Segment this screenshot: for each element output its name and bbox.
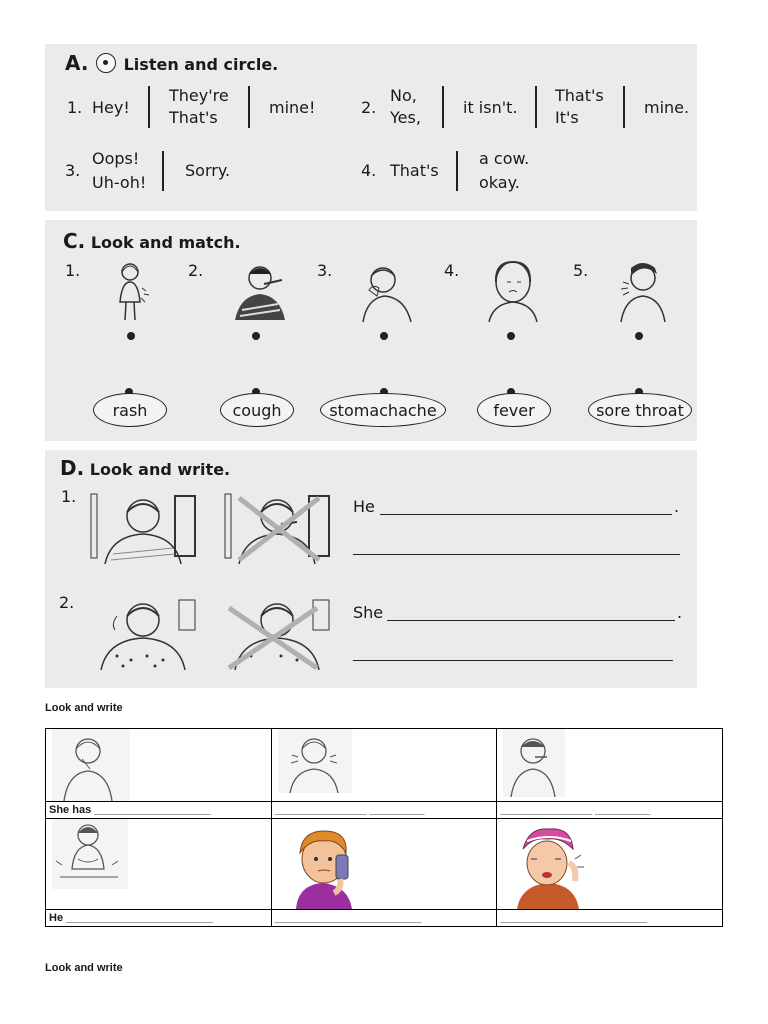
item-number: 2. <box>361 98 377 117</box>
divider <box>456 151 458 191</box>
word-oval-rash[interactable]: rash <box>93 393 167 427</box>
match-dot[interactable] <box>507 332 515 340</box>
match-dot[interactable] <box>380 332 388 340</box>
section-letter: A. <box>65 51 89 75</box>
boy-not-sick-crossed-picture <box>221 488 333 564</box>
phrase: mine! <box>269 98 316 117</box>
section-d-look-and-write <box>45 450 697 688</box>
section-a-header <box>65 51 278 75</box>
choice-option[interactable]: It's <box>555 108 579 127</box>
section-title: Look and match. <box>90 233 241 252</box>
choice-option[interactable]: Uh-oh! <box>92 173 147 192</box>
phrase: it isn't. <box>463 98 518 117</box>
item-number: 4. <box>444 261 460 280</box>
boy-sick-picture <box>87 488 199 564</box>
image-cell <box>497 819 723 910</box>
item-number: 1. <box>65 261 81 280</box>
section-letter: D. <box>60 456 85 480</box>
divider <box>623 86 625 128</box>
choice-option[interactable]: That's <box>169 108 218 127</box>
match-dot[interactable] <box>635 332 643 340</box>
woman-sore-throat-picture <box>278 729 352 793</box>
answer-cell[interactable]: ________________________ <box>497 910 723 927</box>
sentence-end: . <box>674 497 680 516</box>
item-number: 2. <box>188 261 204 280</box>
boy-cough-illustration <box>355 260 419 324</box>
item-number: 3. <box>65 161 81 180</box>
image-cell <box>271 819 497 910</box>
girl-sore-throat-illustration <box>615 260 671 324</box>
write-line[interactable] <box>387 620 675 621</box>
choice-option[interactable]: No, <box>390 86 417 105</box>
section-c-look-and-match <box>45 220 697 441</box>
choice-option[interactable]: Oops! <box>92 149 140 168</box>
write-line[interactable] <box>380 514 672 515</box>
divider <box>535 86 537 128</box>
sentence-subject: He <box>353 497 375 516</box>
divider <box>162 151 164 191</box>
image-cell <box>46 819 272 910</box>
cd-audio-icon <box>96 53 116 73</box>
choice-option[interactable]: That's <box>555 86 604 105</box>
image-cell <box>46 729 272 802</box>
answer-cell[interactable]: ________________________ <box>271 910 497 927</box>
section-a-listen-and-circle <box>45 44 697 211</box>
phrase: That's <box>390 161 439 180</box>
phrase: Hey! <box>92 98 130 117</box>
girl-sick-picture <box>87 594 199 670</box>
divider <box>248 86 250 128</box>
section-title: Look and write. <box>89 460 231 479</box>
boy-stomachache-picture <box>52 819 128 889</box>
item-number: 5. <box>573 261 589 280</box>
write-line[interactable] <box>353 660 673 661</box>
item-number: 2. <box>59 593 75 612</box>
boy-fever-illustration <box>230 260 294 324</box>
word-oval-stomachache[interactable]: stomachache <box>320 393 446 427</box>
worksheet-table <box>45 728 723 927</box>
woman-cough-picture <box>52 729 130 801</box>
boy-fever-picture <box>503 729 565 797</box>
girl-not-sick-crossed-picture <box>221 594 333 670</box>
answer-cell[interactable]: He ________________________ <box>46 910 272 927</box>
word-oval-sore-throat[interactable]: sore throat <box>588 393 692 427</box>
section-d-header <box>60 456 230 480</box>
phrase: mine. <box>644 98 690 117</box>
answer-cell[interactable]: She has ___________________ <box>46 802 272 819</box>
section-letter: C. <box>63 229 86 253</box>
word-oval-fever[interactable]: fever <box>477 393 551 427</box>
word-oval-cough[interactable]: cough <box>220 393 294 427</box>
choice-option[interactable]: a cow. <box>479 149 530 168</box>
choice-option[interactable]: They're <box>169 86 229 105</box>
answer-cell[interactable]: _______________ _________ <box>271 802 497 819</box>
match-dot[interactable] <box>252 332 260 340</box>
image-cell <box>497 729 723 802</box>
boy-earache-color-picture <box>286 823 360 909</box>
match-dot[interactable] <box>127 332 135 340</box>
item-number: 1. <box>67 98 83 117</box>
phrase: Sorry. <box>185 161 231 180</box>
section-title: Listen and circle. <box>123 55 279 74</box>
girl-rash-illustration <box>110 260 154 324</box>
choice-option[interactable]: Yes, <box>390 108 421 127</box>
sentence-end: . <box>677 603 683 622</box>
girl-stomachache-illustration <box>483 258 543 324</box>
item-number: 1. <box>61 487 77 506</box>
divider <box>148 86 150 128</box>
item-number: 3. <box>317 261 333 280</box>
write-line[interactable] <box>353 554 680 555</box>
item-number: 4. <box>361 161 377 180</box>
answer-cell[interactable]: _______________ _________ <box>497 802 723 819</box>
image-cell <box>271 729 497 802</box>
footer-heading: Look and write <box>45 962 123 974</box>
worksheet-heading: Look and write <box>45 702 123 714</box>
grandma-toothache-color-picture <box>509 823 589 909</box>
choice-option[interactable]: okay. <box>479 173 520 192</box>
divider <box>442 86 444 128</box>
section-c-header <box>63 229 241 253</box>
sentence-subject: She <box>353 603 384 622</box>
